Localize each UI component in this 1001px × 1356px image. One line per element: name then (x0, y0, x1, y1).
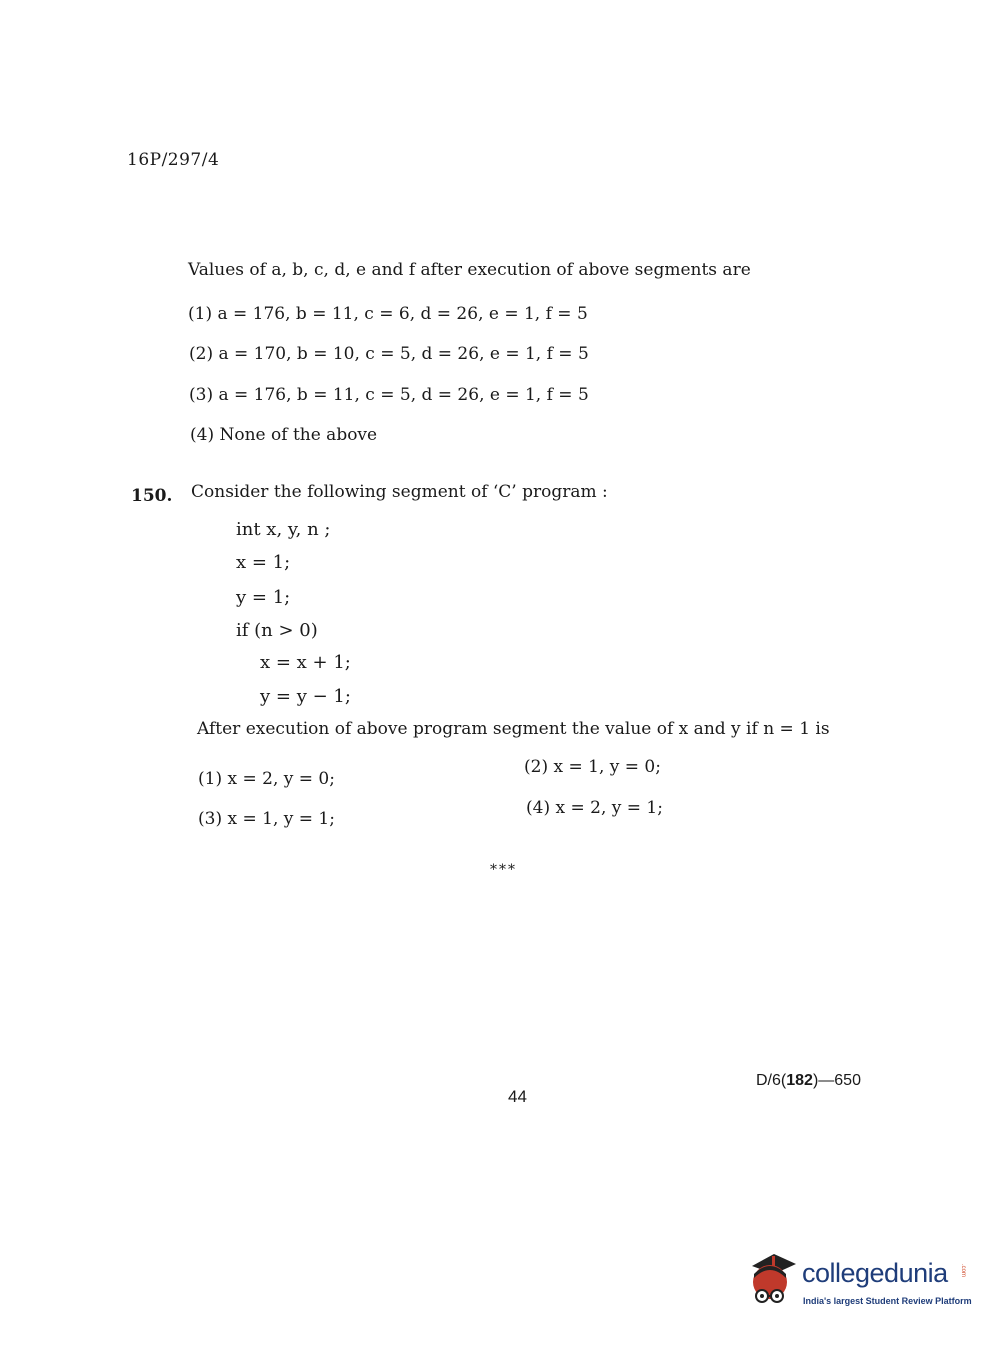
previous-option-1: (1) a = 176, b = 11, c = 6, d = 26, e = 1, f = 5 (188, 304, 588, 324)
mascot-icon (744, 1252, 800, 1312)
previous-option-4: (4) None of the above (190, 425, 378, 445)
logo-tagline: India's largest Student Review Platform (803, 1296, 972, 1306)
logo-wordmark: collegedunia (802, 1258, 948, 1288)
code-line-4: if (n > 0) (236, 620, 318, 641)
question-number: 150. (131, 486, 173, 506)
question-stem: Consider the following segment of ‘C’ program : (191, 482, 608, 502)
code-line-3: y = 1; (236, 587, 291, 608)
collegedunia-logo (744, 1252, 974, 1312)
question-option-2: (2) x = 1, y = 0; (524, 757, 661, 777)
end-marker: *** (490, 862, 517, 878)
footer-code: D/6(182)—650 (756, 1072, 861, 1089)
previous-option-2: (2) a = 170, b = 10, c = 5, d = 26, e = 1, f = 5 (189, 344, 589, 364)
code-line-1: int x, y, n ; (236, 519, 331, 540)
question-option-3: (3) x = 1, y = 1; (198, 809, 335, 829)
page-number: 44 (508, 1087, 527, 1106)
question-after-text: After execution of above program segment the value of x and y if n = 1 is (197, 719, 830, 739)
code-line-2: x = 1; (236, 552, 291, 573)
paper-code: 16P/297/4 (127, 150, 220, 170)
previous-question-stem: Values of a, b, c, d, e and f after execution of above segments are (188, 260, 751, 280)
previous-option-3: (3) a = 176, b = 11, c = 5, d = 26, e = 1, f = 5 (189, 385, 589, 405)
code-line-5: x = x + 1; (260, 652, 351, 673)
logo-suffix: .com (960, 1264, 966, 1278)
code-line-6: y = y − 1; (260, 686, 351, 707)
question-option-1: (1) x = 2, y = 0; (198, 769, 335, 789)
question-option-4: (4) x = 2, y = 1; (526, 798, 663, 818)
